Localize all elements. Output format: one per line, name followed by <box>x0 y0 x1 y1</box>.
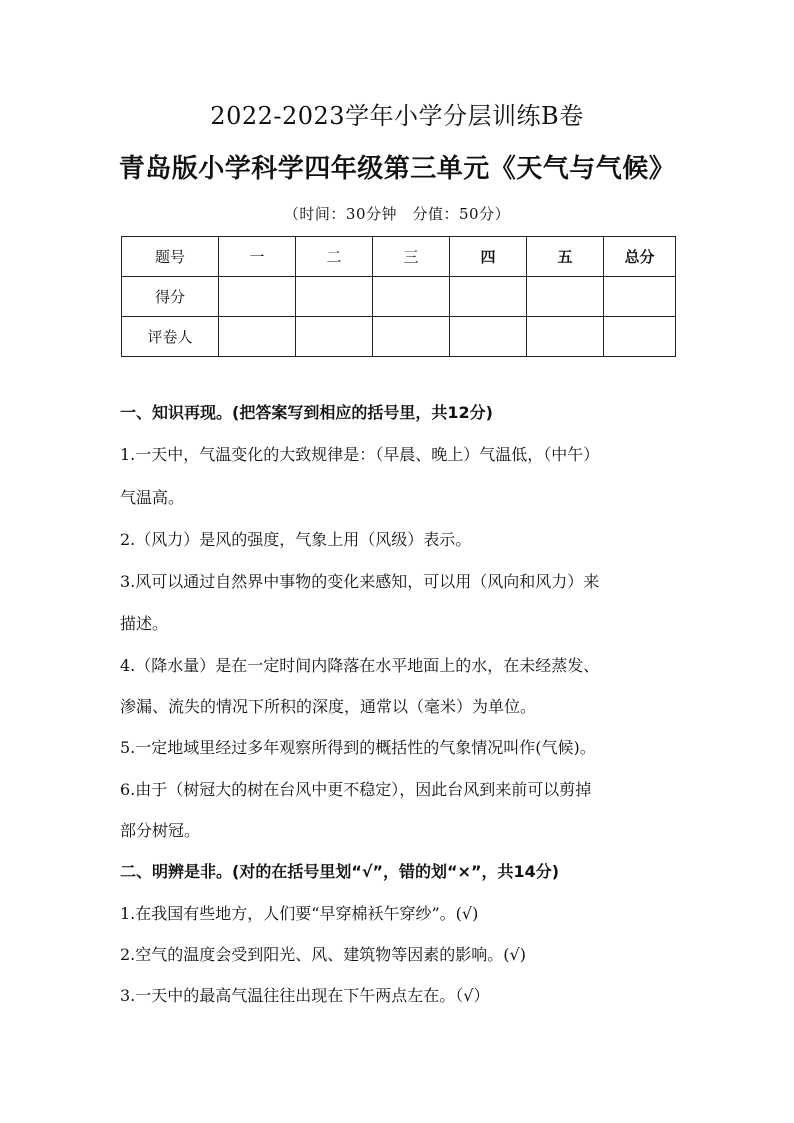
question-line: 描述。 <box>120 614 169 633</box>
header-cell-5: 五 <box>527 237 604 277</box>
score-table <box>121 236 676 357</box>
question-line: 6.由于（树冠大的树在台风中更不稳定），因此台风到来前可以剪掉 <box>120 780 592 799</box>
header-cell-total: 总分 <box>604 237 676 277</box>
row-label-grader: 评卷人 <box>122 317 219 357</box>
question-line: 1.一天中，气温变化的大致规律是：（早晨、晚上）气温低，（中午） <box>120 445 600 464</box>
unit-title: 青岛版小学科学四年级第三单元《天气与气候》 <box>118 154 676 184</box>
question-line: 3.一天中的最高气温往往出现在下午两点左在。（√） <box>120 986 490 1005</box>
score-cell[interactable] <box>450 277 527 317</box>
question-line: 气温高。 <box>120 488 185 507</box>
question-line: 1.在我国有些地方，人们要“早穿棉袄午穿纱”。(√) <box>120 904 479 923</box>
grader-cell[interactable] <box>219 317 296 357</box>
score-table-header-row <box>122 237 676 277</box>
grader-cell[interactable] <box>450 317 527 357</box>
grader-cell[interactable] <box>527 317 604 357</box>
section1-heading: 一、知识再现。(把答案写到相应的括号里，共12分) <box>120 403 493 422</box>
score-cell[interactable] <box>527 277 604 317</box>
grader-cell[interactable] <box>373 317 450 357</box>
time-score-info: （时间：30分钟 分值：50分） <box>283 205 511 223</box>
question-line: 渗漏、流失的情况下所积的深度，通常以（毫米）为单位。 <box>120 697 537 716</box>
section2-heading: 二、明辨是非。(对的在括号里划“√”，错的划“×”，共14分) <box>120 862 560 881</box>
grader-cell[interactable] <box>296 317 373 357</box>
score-row <box>122 277 676 317</box>
exam-title: 2022-2023学年小学分层训练B卷 <box>210 102 584 130</box>
header-cell-1: 一 <box>219 237 296 277</box>
question-line: 4.（降水量）是在一定时间内降落在水平地面上的水，在未经蒸发、 <box>120 656 600 675</box>
header-cell-4: 四 <box>450 237 527 277</box>
header-cell-question-no: 题号 <box>122 237 219 277</box>
question-line: 3.风可以通过自然界中事物的变化来感知，可以用（风向和风力）来 <box>120 572 600 591</box>
header-cell-2: 二 <box>296 237 373 277</box>
grader-cell[interactable] <box>604 317 676 357</box>
score-cell[interactable] <box>219 277 296 317</box>
question-line: 2.空气的温度会受到阳光、风、建筑物等因素的影响。(√) <box>120 945 526 964</box>
header-cell-3: 三 <box>373 237 450 277</box>
score-cell[interactable] <box>604 277 676 317</box>
grader-row <box>122 317 676 357</box>
question-line: 5.一定地域里经过多年观察所得到的概括性的气象情况叫作(气候)。 <box>120 738 596 757</box>
question-line: 2.（风力）是风的强度，气象上用（风级）表示。 <box>120 530 472 549</box>
row-label-score: 得分 <box>122 277 219 317</box>
score-cell[interactable] <box>296 277 373 317</box>
score-cell[interactable] <box>373 277 450 317</box>
question-line: 部分树冠。 <box>120 821 201 840</box>
